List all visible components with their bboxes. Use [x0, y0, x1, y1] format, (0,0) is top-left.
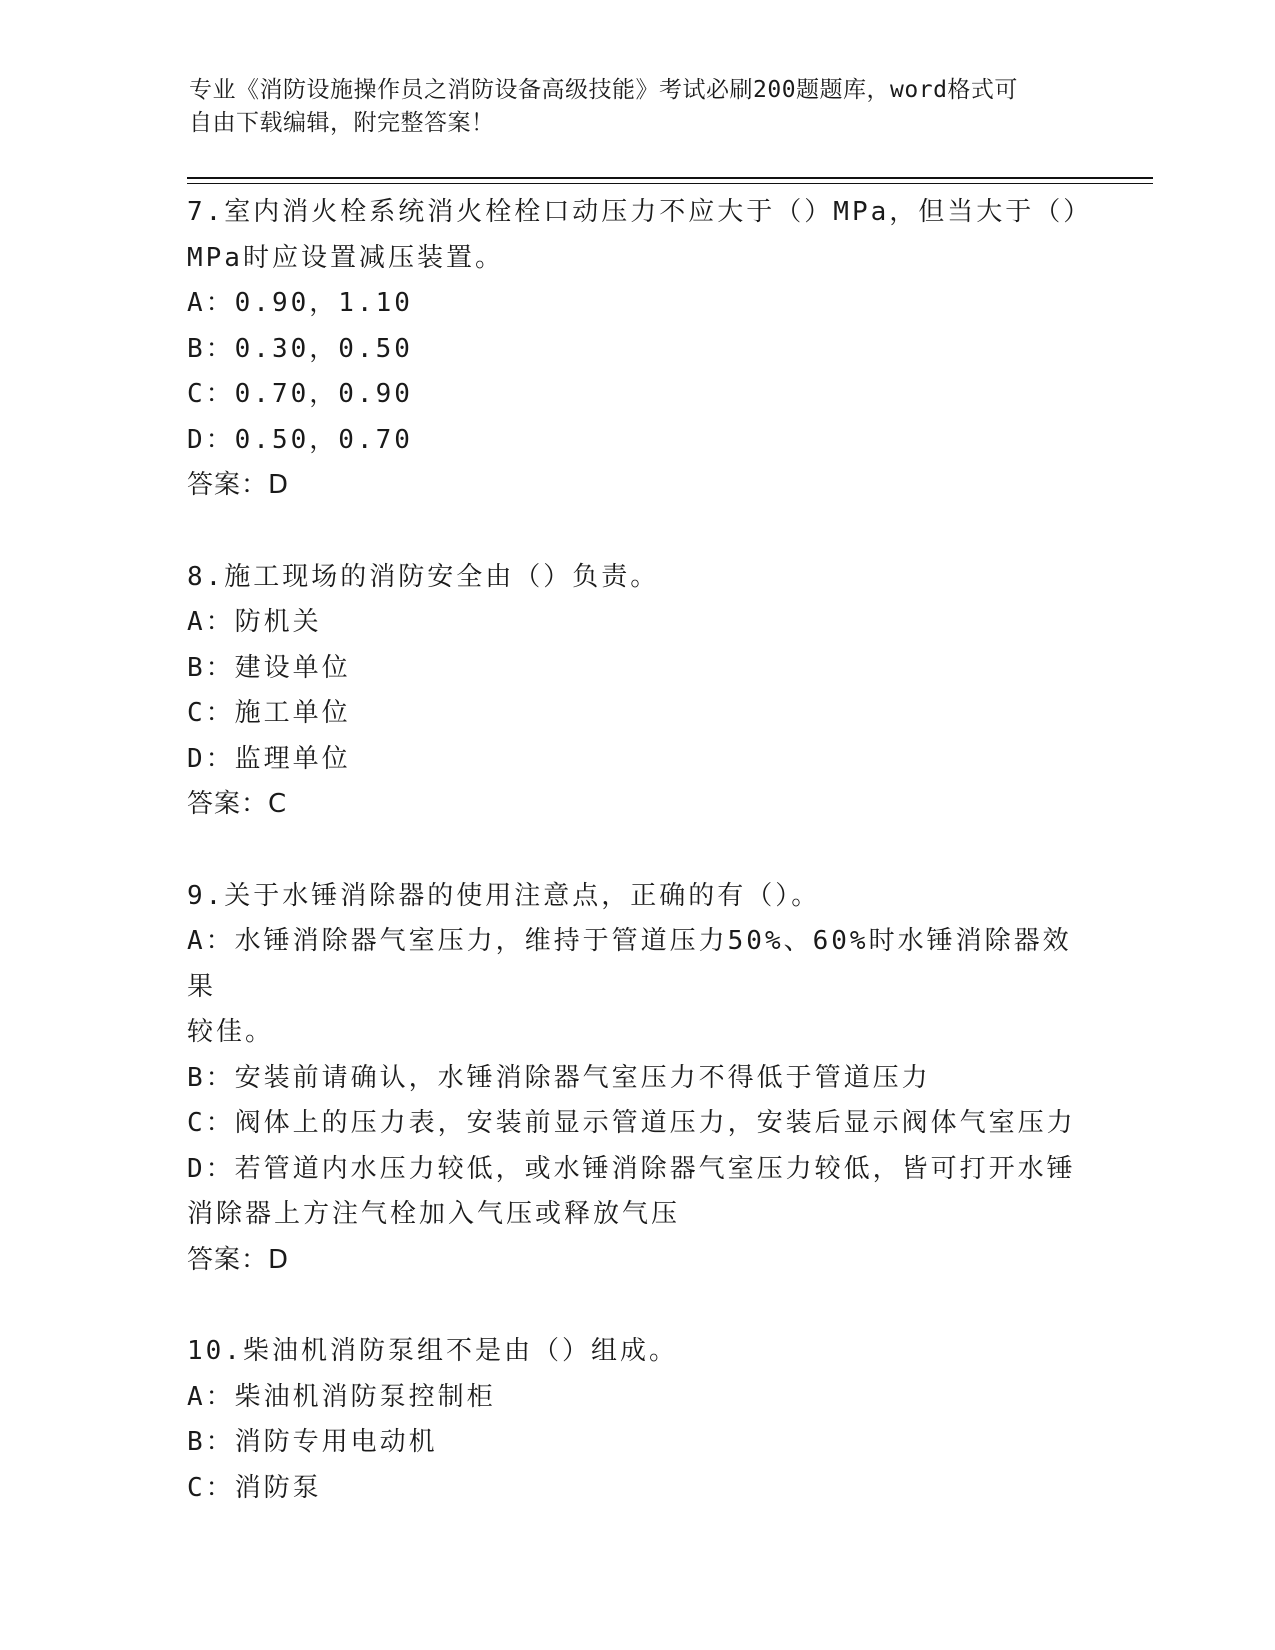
- option-b: B：安装前请确认，水锤消除器气室压力不得低于管道压力: [187, 1062, 931, 1093]
- question-stem: 7.室内消火栓系统消火栓栓口动压力不应大于（）MPa，但当大于（）: [187, 197, 1093, 227]
- question-list: [187, 190, 1093, 1557]
- option-c: C：0.70，0.90: [187, 379, 413, 409]
- header-divider-thin: [187, 183, 1153, 184]
- question-10: [187, 1329, 1087, 1511]
- option-a: A：防机关: [187, 607, 322, 637]
- option-d-continued: 消除器上方注气栓加入气压或释放气压: [187, 1199, 681, 1229]
- option-b: B：消防专用电动机: [187, 1427, 438, 1457]
- option-b: B：0.30，0.50: [187, 333, 413, 364]
- question-8: [187, 555, 1087, 828]
- document-header: [189, 74, 1069, 140]
- option-c: C：消防泵: [187, 1472, 322, 1503]
- option-d: D：若管道内水压力较低，或水锤消除器气室压力较低，皆可打开水锤: [187, 1153, 1076, 1184]
- question-stem: 9.关于水锤消除器的使用注意点，正确的有（）。: [187, 880, 821, 911]
- option-a: A：0.90，1.10: [187, 288, 413, 318]
- answer: 答案：C: [187, 789, 288, 819]
- question-7: [187, 190, 1093, 509]
- option-a-continued: 较佳。: [187, 1017, 275, 1047]
- answer: 答案：D: [187, 1244, 290, 1275]
- question-stem: 10.柴油机消防泵组不是由（）组成。: [187, 1336, 678, 1366]
- option-c: C：阀体上的压力表，安装前显示管道压力，安装后显示阀体气室压力: [187, 1108, 1076, 1138]
- option-d: D：0.50，0.70: [187, 424, 413, 455]
- option-b: B：建设单位: [187, 652, 351, 683]
- question-stem-continued: MPa时应设置减压装置。: [187, 242, 504, 273]
- option-c: C：施工单位: [187, 698, 351, 728]
- answer: 答案：D: [187, 470, 290, 500]
- header-line-1: 专业《消防设施操作员之消防设备高级技能》考试必刷200题题库，word格式可: [189, 77, 1018, 103]
- option-a: A：柴油机消防泵控制柜: [187, 1381, 496, 1412]
- header-line-2: 自由下载编辑，附完整答案！: [189, 110, 495, 136]
- question-9: [187, 874, 1087, 1284]
- option-d: D：监理单位: [187, 743, 351, 774]
- header-divider-thick: [187, 177, 1153, 179]
- option-a: A：水锤消除器气室压力，维持于管道压力50%、60%时水锤消除器效果: [187, 926, 1072, 1002]
- question-stem: 8.施工现场的消防安全由（）负责。: [187, 561, 660, 592]
